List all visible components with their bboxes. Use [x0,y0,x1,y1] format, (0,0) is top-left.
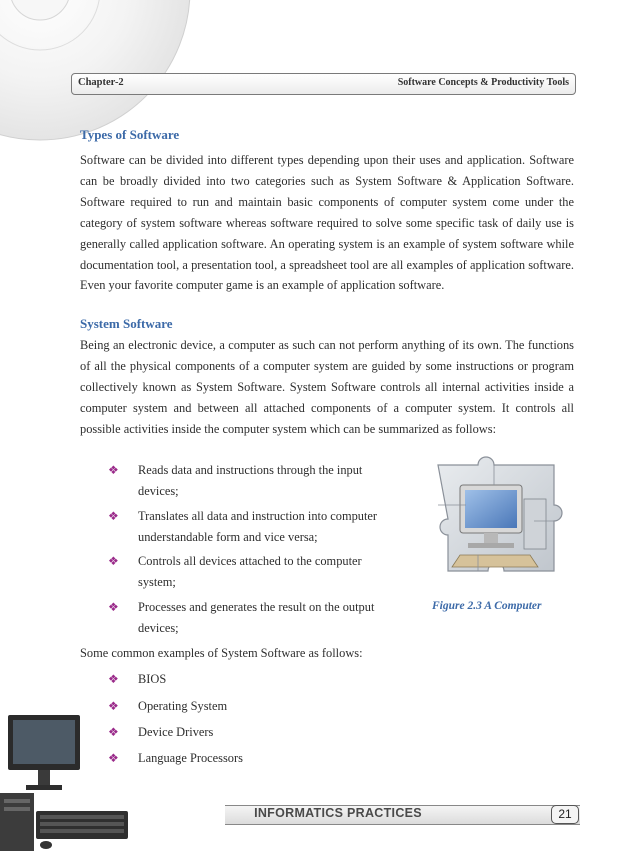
paragraph-types-of-software: Software can be divided into different types depending upon their uses and application. Software can be broadly divided into two categories such as System Software & Application Software. Software required to run and maintain basic components of computer system come under the category of system software whereas software required to solve some specific task of daily use is generally called application software. An operating system is an example of system software while documentation tool, a presentation tool, a spreadsheet tool are all examples of application software. Even your favorite computer game is an example of application software. [80,153,574,293]
heading-types-of-software: Types of Software [80,127,180,142]
bullet-line: Translates all data and instruction into computer [138,509,378,523]
list-item [108,669,408,691]
bullet-line: Reads data and instructions through the input [138,463,363,477]
diamond-bullet-icon: ❖ [108,600,119,614]
footer-title: INFORMATICS PRACTICES [254,806,422,820]
list-item [108,722,408,744]
paragraph-system-software: Being an electronic device, a computer as such can not perform anything of its own. The functions of all the physical components of a computer system are guided by some instructions or program collectively known as System Software. System Software controls all internal activities inside a computer system and between all attached components of a computer system. It controls all possible activities inside the computer system which can be summarized as follows: [80,338,574,436]
diamond-bullet-icon: ❖ [108,463,119,477]
bullet-line: understandable form and vice versa; [138,529,318,544]
list-item [108,460,408,502]
header-bar [71,73,576,95]
example-label: Device Drivers [138,725,214,739]
examples-intro: Some common examples of System Software as follows: [80,646,363,660]
heading-system-software: System Software [80,316,173,331]
list-item [108,696,408,718]
diamond-bullet-icon: ❖ [108,725,119,739]
desktop-computer-icon [0,715,140,851]
list-item [108,597,408,639]
example-label: Language Processors [138,751,243,765]
diamond-bullet-icon: ❖ [108,699,119,713]
list-item [108,506,408,548]
example-label: Operating System [138,699,228,713]
list-item [108,551,408,593]
list-item [108,748,408,770]
bullet-line: Processes and generates the result on the output [138,600,375,614]
bullet-line: devices; [138,483,179,498]
bullet-line: Controls all devices attached to the computer [138,554,362,568]
bullet-line: system; [138,574,176,589]
figure-caption: Figure 2.3 A Computer [432,600,542,612]
chapter-title: Software Concepts & Productivity Tools [397,77,569,88]
computer-puzzle-image [420,455,570,595]
diamond-bullet-icon: ❖ [108,751,119,765]
diamond-bullet-icon: ❖ [108,554,119,568]
page-number: 21 [551,805,579,824]
chapter-label: Chapter-2 [78,77,124,88]
bullet-line: devices; [138,620,179,635]
example-label: BIOS [138,672,167,686]
diamond-bullet-icon: ❖ [108,509,119,523]
diamond-bullet-icon: ❖ [108,672,119,686]
